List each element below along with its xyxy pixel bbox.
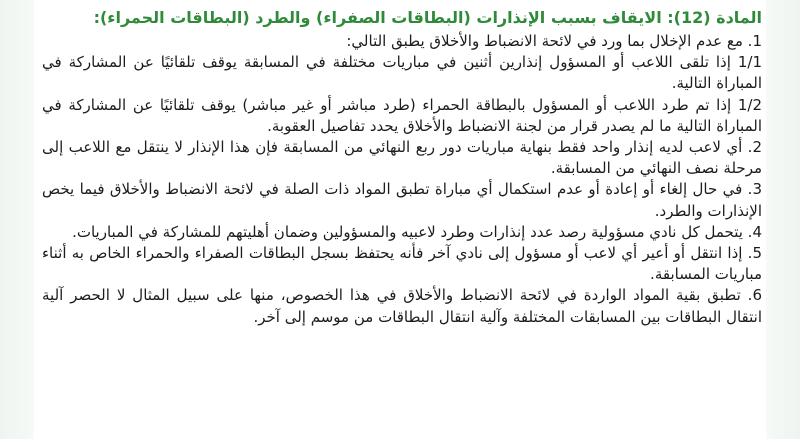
paragraph-1: 1. مع عدم الإخلال بما ورد في لائحة الانضباط والأخلاق يطبق التالي: xyxy=(346,32,762,50)
paragraph-1-1: 1/1 إذا تلقى اللاعب أو المسؤول إنذارين أثنين في مباريات مختلفة في المسابقة يوقف تلقائيًا عن المشاركة في المباراة التالية. xyxy=(42,53,762,93)
right-border xyxy=(766,0,800,439)
left-border xyxy=(0,0,34,439)
paragraph-2: 2. أي لاعب لديه إنذار واحد فقط بنهاية مباريات دور ربع النهائي من المسابقة فإن هذا الإنذار لا ينتقل مع اللاعب إلى مرحلة نصف النهائي من المسابقة. xyxy=(42,138,762,178)
paragraph-5: 5. إذا انتقل أو أعير أي لاعب أو مسؤول إلى نادي آخر فأنه يحتفظ بسجل البطاقات الصفراء والحمراء الخاص به أثناء مباريات المسابقة. xyxy=(42,244,762,284)
article-title: المادة (12): الايقاف بسبب الإنذارات (البطاقات الصفراء) والطرد (البطاقات الحمراء): xyxy=(93,8,762,27)
article-content xyxy=(42,4,762,423)
paragraph-4: 4. يتحمل كل نادي مسؤولية رصد عدد إنذارات وطرد لاعبيه والمسؤولين وضمان أهليتهم للمشاركة في المباريات. xyxy=(72,222,762,241)
paragraph-6: 6. تطبق بقية المواد الواردة في لائحة الانضباط والأخلاق في هذا الخصوص، منها على سبيل المثال لا الحصر آلية انتقال البطاقات بين المسابقات المختلفة وآلية انتقال البطاقات من موسم إلى آخر. xyxy=(42,286,762,326)
paragraph-1-2: 1/2 إذا تم طرد اللاعب أو المسؤول بالبطاقة الحمراء (طرد مباشر أو غير مباشر) يوقف تلقائيًا عن المشاركة في المباراة التالية ما لم يصدر قرار من لجنة الانضباط والأخلاق يحدد تفاصيل العقوبة. xyxy=(42,95,762,135)
paragraph-3: 3. في حال إلغاء أو إعادة أو عدم استكمال أي مباراة تطبق المواد ذات الصلة في لائحة الانضباط والأخلاق فيما يخص الإنذارات والطرد. xyxy=(42,180,762,220)
